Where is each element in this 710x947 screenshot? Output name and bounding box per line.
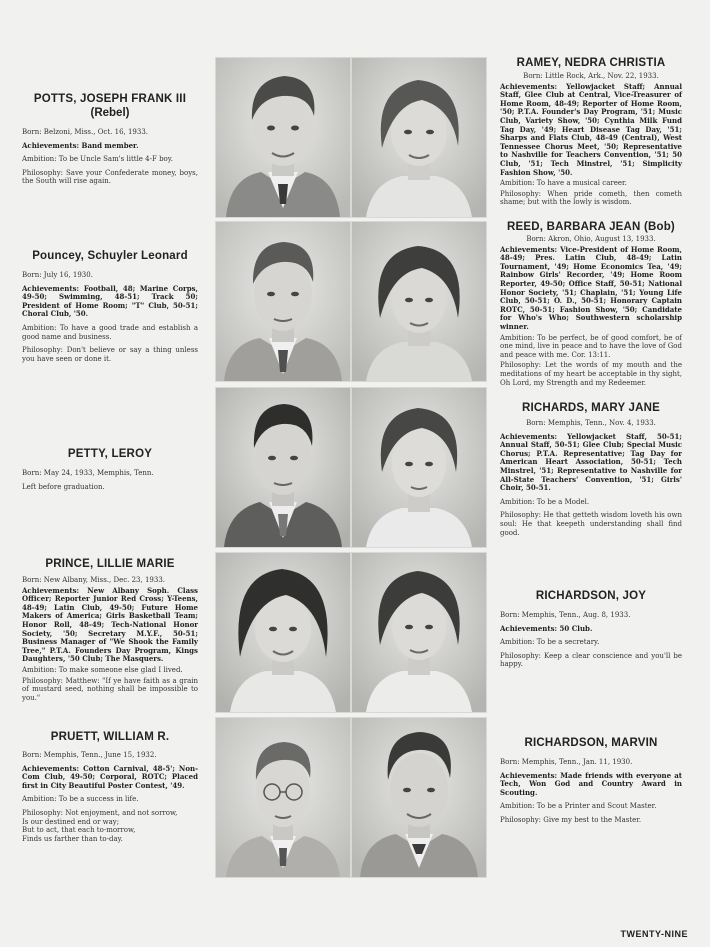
page-number: TWENTY-NINE (620, 929, 688, 939)
senior-born: Born: Memphis, Tenn., June 15, 1932. (22, 751, 157, 759)
senior-entry-richards (500, 401, 682, 542)
portrait-photo (215, 552, 351, 713)
senior-born: Born: Memphis, Tenn., Aug. 8, 1933. (500, 611, 631, 619)
senior-entry-prince (22, 557, 198, 707)
senior-born: Born: May 24, 1933, Memphis, Tenn. (22, 469, 154, 477)
portrait-girl-icon (352, 222, 486, 381)
portrait-photo (215, 57, 351, 218)
senior-ambition: Ambition: To be a success in life. (22, 795, 139, 804)
senior-born: Born: Akron, Ohio, August 13, 1933. (526, 235, 656, 243)
portrait-girl-icon (216, 553, 350, 712)
portrait-girl-icon (352, 553, 486, 712)
portrait-boy-glasses-icon (216, 718, 350, 877)
portrait-boy-icon (216, 58, 350, 217)
senior-philosophy: Philosophy: Let the words of my mouth and the meditations of my heart be acceptable in thy sight, Oh Lord, my Strength and my Redeemer. (500, 361, 682, 387)
senior-achievements: Achievements: Vice-President of Home Room, 48-49; Pres. Latin Club, 48-49; Latin Tournament, '49; Home Economics Tea, '49; Rainbow Girls' Recorder, '49; Home Room Reporter, 49-50; Office Staff, 50-51; National Honor Society, '51; Chaplain, '51; Young Life Club, 50-51; O. D., 50-51; Honorary Captain ROTC, 50-51; Fashion Show, '50; Candidate for Who's Who; Southwestern scholarship winner. (500, 244, 682, 331)
portrait-boy-icon (216, 388, 350, 547)
senior-achievements: Achievements: Cotton Carnival, 48-5'; Non-Com Club, 49-50; Corporal, ROTC; Placed first in City Beautiful Poster Contest, '49. (22, 763, 198, 790)
senior-name: REED, BARBARA JEAN (Bob) (507, 221, 675, 233)
philosophy-line: Finds us farther than to-day. (22, 834, 123, 843)
senior-philosophy: Philosophy: Give my best to the Master. (500, 815, 642, 824)
senior-achievements: Achievements: Band member. (22, 140, 139, 150)
senior-nickname: (Rebel) (90, 107, 130, 119)
senior-name: PRUETT, WILLIAM R. (50, 731, 170, 743)
senior-name: Pouncey, Schuyler Leonard (32, 250, 188, 262)
portrait-photo (351, 221, 487, 382)
portrait-girl-icon (352, 388, 486, 547)
senior-philosophy: Philosophy: He that getteth wisdom loveth his own soul: He that keepeth understanding shall find good. (500, 511, 682, 537)
senior-born: Born: Memphis, Tenn., Nov. 4, 1933. (526, 419, 656, 427)
senior-entry-ramey (500, 56, 682, 212)
senior-name: RICHARDS, MARY JANE (522, 402, 660, 414)
senior-philosophy: Philosophy: Don't believe or say a thing unless you have seen or done it. (22, 346, 198, 363)
senior-born: Born: July 16, 1930. (22, 271, 93, 279)
portrait-girl-icon (352, 58, 486, 217)
portrait-photo (215, 387, 351, 548)
senior-entry-richardson-marvin (500, 736, 682, 830)
senior-achievements: Achievements: Yellowjacket Staff; Annual Staff, Glee Club at Central, Vice-Treasurer of Home Room, 48-49; Reporter of Home Room, '50; P.T.A. Founder's Day Program, '51; Music Club, Variety Show, '50; Cynthia Milk Fund Tag Day, '49; Heart Disease Tag Day, '51; Sharps and Flats Club, 48-49 (Central), West Tennessee Chorus Meet, '50; Representative to Nashville for Teachers Convention, '51; 50 Club, '51; Tech Minstrel, '51; Simplicity Fashion Show, '50. (500, 81, 682, 177)
portrait-photo (351, 552, 487, 713)
senior-achievements: Achievements: 50 Club. (500, 623, 593, 633)
senior-entry-petty (22, 447, 198, 496)
senior-philosophy: Philosophy: Keep a clear conscience and you'll be happy. (500, 651, 682, 669)
senior-name: POTTS, JOSEPH FRANK III (33, 93, 187, 105)
senior-ambition: Ambition: To be perfect, be of good comfort, be of one mind, live in peace and to have the love of God and peace with me. Cor. 13:11. (500, 333, 682, 359)
senior-born: Born: Memphis, Tenn., Jan. 11, 1930. (500, 758, 633, 766)
senior-note: Left before graduation. (22, 482, 105, 491)
senior-achievements: Achievements: New Albany Soph. Class Officer; Reporter Junior Red Cross; Y-Teens, 48-49; Latin Club, 49-50; Future Home Makers of America; Girls Basketball Team; Honor Roll, 48-49; Tech-National Honor Society, '50; Secretary M.Y.F., 50-51; Business Manager of "We Shook the Family Tree," P.T.A. Founders Day Program, Kings Daughters, '50 Club; The Masquers. (22, 585, 198, 664)
senior-philosophy: Philosophy: Matthew: "If ye have faith as a grain of mustard seed, nothing shall be impossible to you." (22, 676, 198, 702)
senior-achievements: Achievements: Yellowjacket Staff, 50-51; Annual Staff, 50-51; Glee Club; Special Music Chorus; P.T.A. Representative; Tag Day for American Heart Association, 50-51; Tech Minstrel, '51; Representative to Nashville for All-State Teachers' Convention, '51; Girls' Choir, 50-51. (500, 431, 682, 493)
senior-born: Born: Little Rock, Ark., Nov. 22, 1933. (523, 72, 659, 80)
portrait-photo (351, 387, 487, 548)
senior-ambition: Ambition: To make someone else glad I lived. (22, 665, 183, 674)
portrait-boy-icon (352, 718, 486, 877)
senior-name: RAMEY, NEDRA CHRISTIA (516, 57, 666, 69)
senior-name: PETTY, LEROY (67, 448, 153, 460)
portrait-photo (215, 221, 351, 382)
philosophy-line: But to act, that each to-morrow, (22, 826, 136, 835)
senior-ambition: Ambition: To be a Printer and Scout Master. (500, 802, 657, 811)
senior-born: Born: New Albany, Miss., Dec. 23, 1933. (22, 576, 166, 584)
senior-entry-pouncey (22, 249, 198, 368)
philosophy-line: Is our destined end or way; (22, 817, 120, 826)
senior-philosophy: Philosophy: Save your Confederate money, boys, the South will rise again. (22, 168, 198, 186)
senior-philosophy: Philosophy: When pride cometh, then cometh shame; but with the lowly is wisdom. (500, 189, 682, 207)
portrait-boy-icon (216, 222, 350, 381)
senior-name: RICHARDSON, MARVIN (524, 737, 658, 749)
senior-achievements: Achievements: Football, 48; Marine Corps, 49-50; Swimming, 48-51; Track 50; President of Home Room; "T" Club, 50-51; Choral Club, '50. (22, 283, 198, 319)
senior-achievements: Achievements: Made friends with everyone at Tech, Won God and Country Award in Scouting. (500, 770, 682, 797)
portrait-photo (351, 717, 487, 878)
senior-ambition: Ambition: To be Uncle Sam's little 4-F boy. (22, 155, 174, 164)
senior-ambition: Ambition: To be a secretary. (500, 638, 600, 647)
senior-entry-potts (22, 92, 198, 191)
portrait-photo (215, 717, 351, 878)
senior-ambition: Ambition: To be a Model. (500, 497, 590, 506)
senior-ambition: Ambition: To have a musical career. (500, 179, 627, 188)
senior-entry-reed (500, 220, 682, 392)
senior-philosophy (22, 809, 198, 843)
senior-born: Born: Belzoni, Miss., Oct. 16, 1933. (22, 128, 149, 136)
philosophy-line: Philosophy: Not enjoyment, and not sorrow, (22, 808, 178, 817)
senior-ambition: Ambition: To have a good trade and establish a good name and business. (22, 323, 198, 341)
senior-name: PRINCE, LILLIE MARIE (45, 558, 175, 570)
senior-entry-pruett (22, 730, 198, 848)
senior-name: RICHARDSON, JOY (535, 590, 647, 602)
senior-entry-richardson-joy (500, 589, 682, 674)
portrait-photo (351, 57, 487, 218)
